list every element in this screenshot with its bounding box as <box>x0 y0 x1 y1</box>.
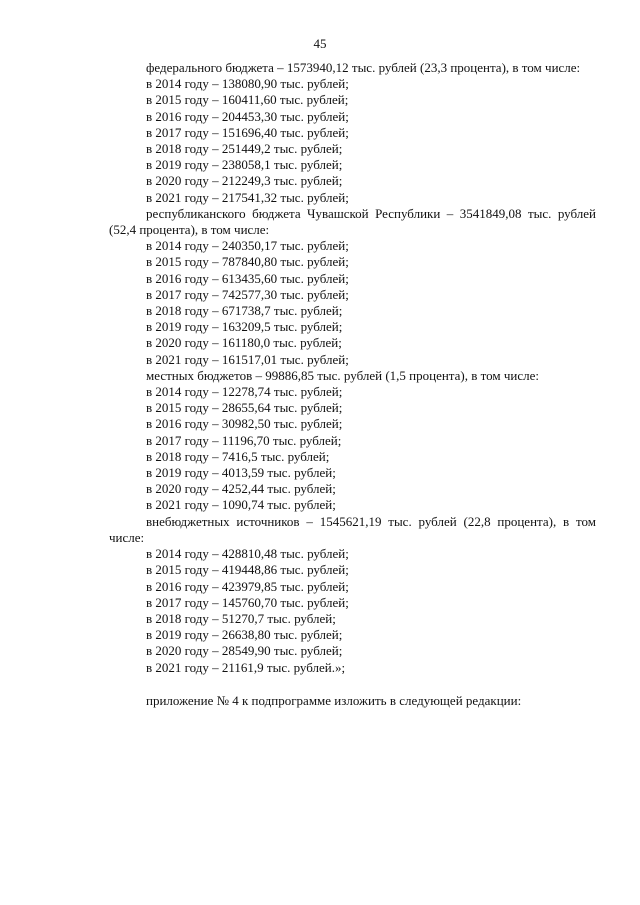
federal-year-line: в 2018 году – 251449,2 тыс. рублей; <box>146 141 343 157</box>
republican-year-line: в 2019 году – 163209,5 тыс. рублей; <box>146 319 343 335</box>
local-year-line: в 2016 году – 30982,50 тыс. рублей; <box>146 416 343 432</box>
republican-budget-years <box>109 238 596 368</box>
republican-year-line: в 2015 году – 787840,80 тыс. рублей; <box>146 254 349 270</box>
federal-year-line: в 2019 году – 238058,1 тыс. рублей; <box>146 157 343 173</box>
local-budget-intro: местных бюджетов – 99886,85 тыс. рублей (1,5 процента), в том числе: <box>146 367 539 383</box>
federal-year-line: в 2015 году – 160411,60 тыс. рублей; <box>146 92 349 108</box>
extrabudgetary-year-line: в 2016 году – 423979,85 тыс. рублей; <box>146 578 349 594</box>
extrabudgetary-year-line: в 2019 году – 26638,80 тыс. рублей; <box>146 627 343 643</box>
federal-year-line: в 2017 году – 151696,40 тыс. рублей; <box>146 124 349 140</box>
republican-budget-intro: республиканского бюджета Чувашской Республики – 3541849,08 тыс. рублей (52,4 процента), в том числе: <box>109 205 596 238</box>
republican-year-line: в 2014 году – 240350,17 тыс. рублей; <box>146 238 349 254</box>
republican-year-line: в 2020 году – 161180,0 тыс. рублей; <box>146 335 342 351</box>
federal-year-line: в 2014 году – 138080,90 тыс. рублей; <box>146 76 349 92</box>
paragraph-spacer <box>109 676 596 693</box>
local-year-line: в 2015 году – 28655,64 тыс. рублей; <box>146 400 343 416</box>
page-number: 45 <box>313 36 327 51</box>
local-year-line: в 2018 году – 7416,5 тыс. рублей; <box>146 448 330 464</box>
extrabudgetary-intro: внебюджетных источников – 1545621,19 тыс. рублей (22,8 процента), в том числе: <box>109 513 596 545</box>
republican-year-line: в 2017 году – 742577,30 тыс. рублей; <box>146 286 349 302</box>
document-body <box>109 60 596 709</box>
extrabudgetary-year-line: в 2014 году – 428810,48 тыс. рублей; <box>146 546 349 562</box>
extrabudgetary-year-line: в 2021 году – 21161,9 тыс. рублей.»; <box>146 659 346 675</box>
federal-year-line: в 2020 году – 212249,3 тыс. рублей; <box>146 173 343 189</box>
extrabudgetary-years <box>109 546 596 676</box>
federal-budget-years <box>109 76 596 206</box>
extrabudgetary-year-line: в 2018 году – 51270,7 тыс. рублей; <box>146 610 336 626</box>
extrabudgetary-year-line: в 2020 году – 28549,90 тыс. рублей; <box>146 643 343 659</box>
local-year-line: в 2021 году – 1090,74 тыс. рублей; <box>146 497 336 513</box>
extrabudgetary-year-line: в 2015 году – 419448,86 тыс. рублей; <box>146 562 349 578</box>
extrabudgetary-year-line: в 2017 году – 145760,70 тыс. рублей; <box>146 594 349 610</box>
local-year-line: в 2019 году – 4013,59 тыс. рублей; <box>146 465 336 481</box>
republican-year-line: в 2016 году – 613435,60 тыс. рублей; <box>146 270 349 286</box>
federal-budget-intro: федерального бюджета – 1573940,12 тыс. рублей (23,3 процента), в том числе: <box>146 60 581 75</box>
local-budget-years <box>109 384 596 514</box>
republican-year-line: в 2018 году – 671738,7 тыс. рублей; <box>146 303 343 319</box>
closing-paragraph: приложение № 4 к подпрограмме изложить в следующей редакции: <box>146 692 522 708</box>
local-year-line: в 2014 году – 12278,74 тыс. рублей; <box>146 384 343 400</box>
local-year-line: в 2017 году – 11196,70 тыс. рублей; <box>146 432 342 448</box>
local-year-line: в 2020 году – 4252,44 тыс. рублей; <box>146 481 336 497</box>
federal-year-line: в 2016 году – 204453,30 тыс. рублей; <box>146 108 349 124</box>
federal-year-line: в 2021 году – 217541,32 тыс. рублей; <box>146 189 349 205</box>
republican-year-line: в 2021 году – 161517,01 тыс. рублей; <box>146 351 349 367</box>
